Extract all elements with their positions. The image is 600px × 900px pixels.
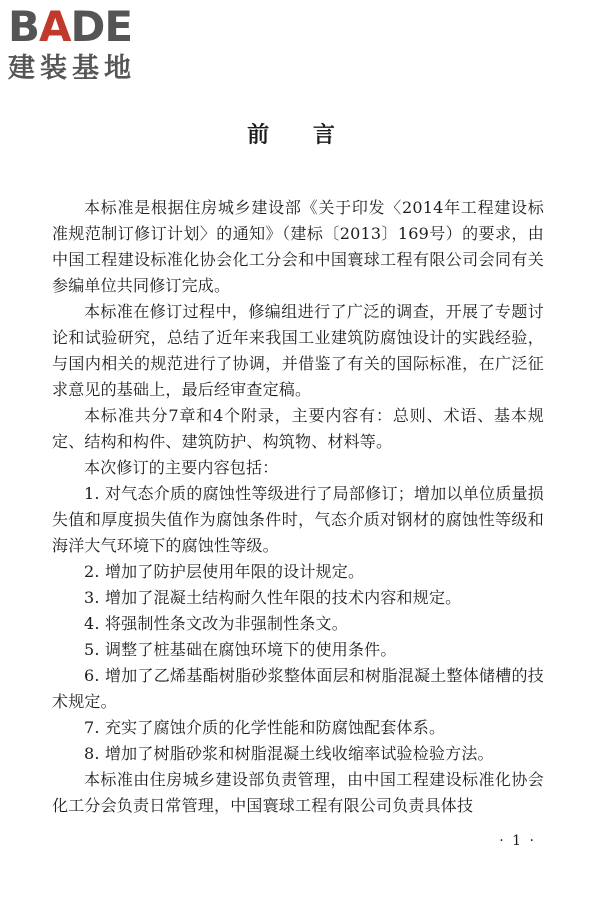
page-number: · 1 · [499,833,536,849]
list-item: 1. 对气态介质的腐蚀性等级进行了局部修订；增加以单位质量损失值和厚度损失值作为腐蚀条件时，气态介质对钢材的腐蚀性等级和海洋大气环境下的腐蚀性等级。 [52,484,544,555]
paragraph: 本标准在修订过程中，修编组进行了广泛的调查，开展了专题讨论和试验研究，总结了近年来我国工业建筑防腐蚀设计的实践经验，与国内相关的规范进行了协调，并借鉴了有关的国际标准，在广泛征求意见的基础上，最后经审查定稿。 [52,302,544,399]
logo-wordmark: BADE [8,2,133,51]
paragraph: 本次修订的主要内容包括： [84,458,279,477]
list-item: 6. 增加了乙烯基酯树脂砂浆整体面层和树脂混凝土整体储槽的技术规定。 [52,666,544,711]
list-item: 8. 增加了树脂砂浆和树脂混凝土线收缩率试验检验方法。 [84,744,494,763]
logo-accent-letter: A [39,2,71,51]
list-item: 2. 增加了防护层使用年限的设计规定。 [84,562,365,581]
paragraph: 本标准共分7章和4个附录，主要内容有：总则、术语、基本规定、结构和构件、建筑防护、构筑物、材料等。 [52,406,544,451]
list-item: 7. 充实了腐蚀介质的化学性能和防腐蚀配套体系。 [84,718,446,737]
logo-subtitle: 建装基地 [8,53,136,84]
paragraph: 本标准是根据住房城乡建设部《关于印发〈2014年工程建设标准规范制订修订计划〉的通知》（建标〔2013〕169号）的要求，由中国工程建设标准化协会化工分会和中国寰球工程有限公司会同有关参编单位共同修订完成。 [52,198,544,295]
paragraph: 本标准由住房城乡建设部负责管理，由中国工程建设标准化协会化工分会负责日常管理，中国寰球工程有限公司负责具体技 [52,770,544,815]
page-title: 前 言 [247,123,353,148]
list-item: 5. 调整了桩基础在腐蚀环境下的使用条件。 [84,640,397,659]
list-item: 4. 将强制性条文改为非强制性条文。 [84,614,348,633]
body-text [52,195,544,819]
list-item: 3. 增加了混凝土结构耐久性年限的技术内容和规定。 [84,588,462,607]
bade-logo [8,4,178,86]
